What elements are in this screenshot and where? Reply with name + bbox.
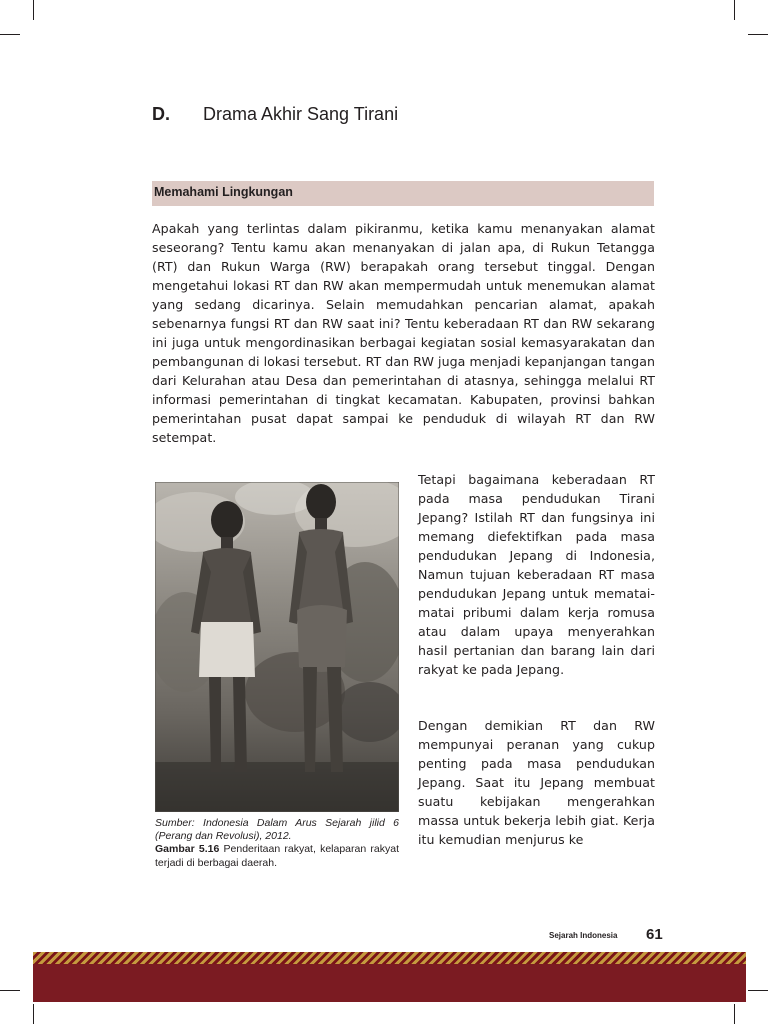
crop-mark	[33, 1004, 34, 1024]
subsection-title: Memahami Lingkungan	[154, 185, 293, 199]
section-heading	[152, 104, 652, 130]
crop-mark	[734, 0, 735, 20]
crop-mark	[734, 1004, 735, 1024]
footer-decorative-band	[33, 952, 746, 1002]
band-fill	[33, 964, 746, 1002]
body-paragraph-1: Apakah yang terlintas dalam pikiranmu, ketika kamu menanyakan alamat seseorang? Tentu kamu akan menanyakan di jalan apa, di Rukun Tetangga (RT) dan Rukun Warga (RW) berapakah orang tersebut tinggal. Dengan mengetahui lokasi RT dan RW akan mempermudah untuk menemukan alamat yang sedang dicarinya. Selain memudahkan pencarian alamat, apakah sebenarnya fungsi RT dan RW saat ini? Tentu keberadaan RT dan RW sekarang ini juga untuk mengordinasikan berbagai kegiatan sosial kemasyarakatan dan pembangunan di lokasi tersebut. RT dan RW juga menjadi kepanjangan tangan dari Kelurahan atau Desa dan pemerintahan di atasnya, sehingga melalui RT informasi pemerintahan di tingkat kecamatan. Kabupaten, provinsi bahkan pemerintahan pusat dapat sampai ke penduduk di wilayah RT dan RW setempat.	[152, 221, 655, 445]
section-title: Drama Akhir Sang Tirani	[203, 104, 399, 124]
band-pattern	[33, 952, 746, 964]
figure-source: Sumber: Indonesia Dalam Arus Sejarah jilid 6 (Perang dan Revolusi), 2012.	[155, 817, 399, 843]
figure-description	[155, 843, 399, 869]
section-letter: D.	[152, 104, 170, 124]
crop-mark	[0, 990, 20, 991]
figure-photo	[155, 482, 399, 812]
crop-mark	[33, 0, 34, 20]
crop-mark	[0, 34, 20, 35]
crop-mark	[748, 990, 768, 991]
body-paragraph-3: Dengan demikian RT dan RW mempunyai peranan yang cukup penting pada masa pendudukan Jepang. Saat itu Jepang membuat suatu kebijakan mengerahkan massa untuk bekerja lebih giat. Kerja itu kemudian menjurus ke	[418, 718, 655, 847]
figure-label: Gambar 5.16	[155, 843, 220, 856]
body-paragraph-2: Tetapi bagaimana keberadaan RT pada masa pendudukan Tirani Jepang? Istilah RT dan fungsinya ini memang diefektifkan pada masa pendudukan Jepang di Indonesia, Namun tujuan keberadaan RT masa pendudukan Jepang untuk mematai-matai pribumi dalam kerja romusa atau dalam upaya menyerahkan hasil pertanian dan barang lain dari rakyat ke pada Jepang.	[418, 472, 655, 677]
footer-book-title: Sejarah Indonesia	[549, 931, 618, 940]
figure-caption-text: Penderitaan rakyat, kelaparan rakyat terjadi di berbagai daerah.	[155, 843, 399, 869]
crop-mark	[748, 34, 768, 35]
figure-caption	[155, 817, 399, 870]
subsection-heading-bar	[152, 181, 654, 206]
page-number: 61	[646, 926, 663, 943]
